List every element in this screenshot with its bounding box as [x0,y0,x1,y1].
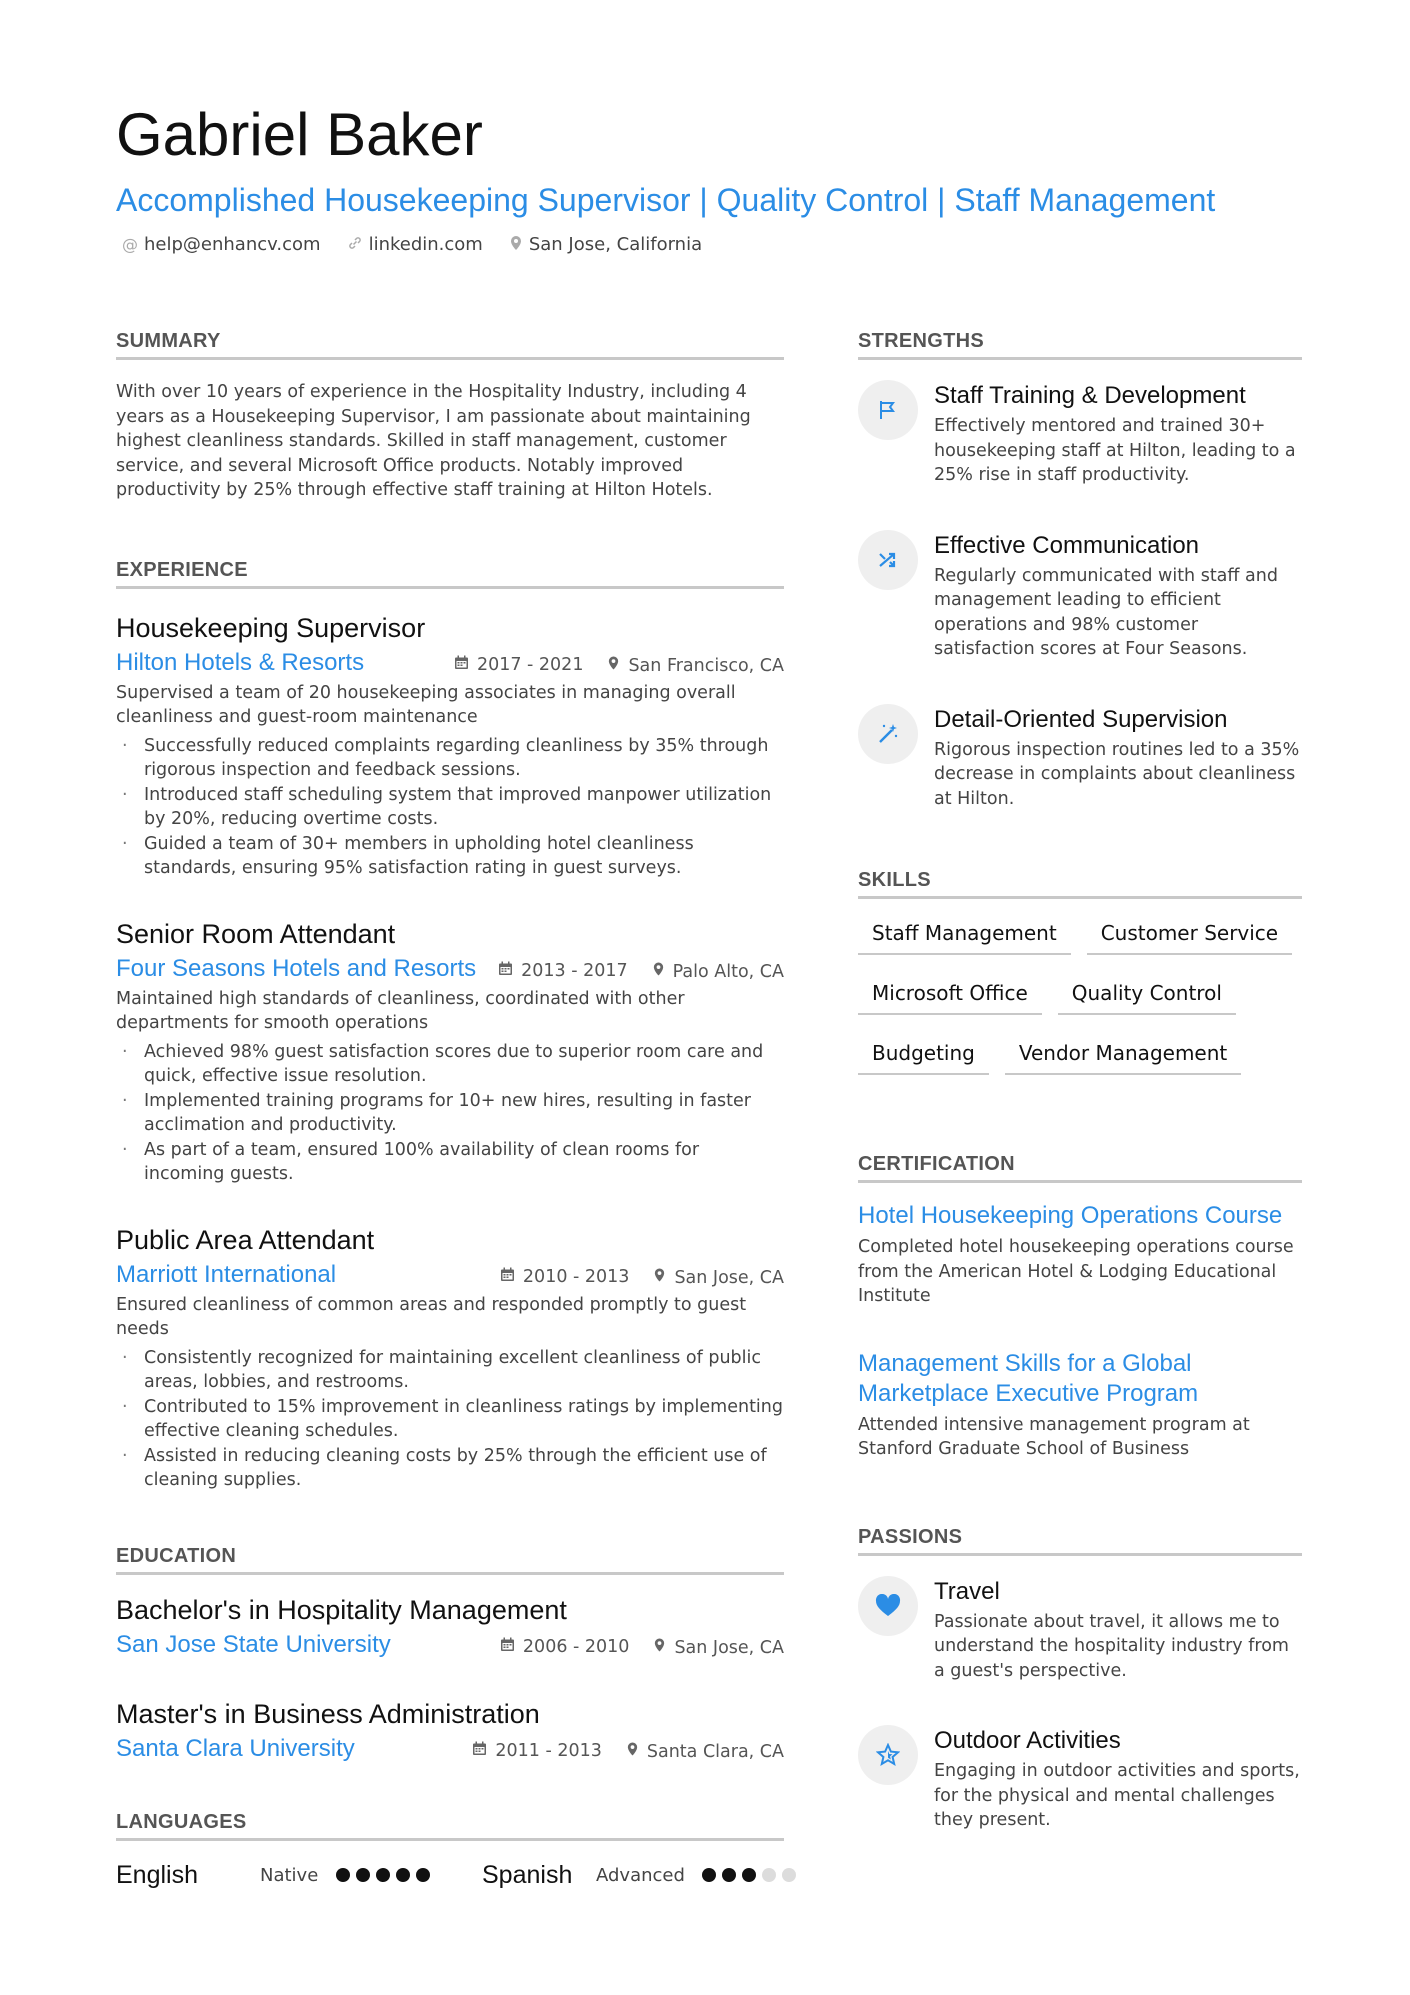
strengths-heading: STRENGTHS [858,330,1302,360]
link-icon [347,235,363,255]
candidate-title: Accomplished Housekeeping Supervisor | Quality Control | Staff Management [116,182,1216,218]
proficiency-dots [702,1868,796,1882]
passion-entry-title: Travel [934,1577,1000,1605]
date-range [500,1267,630,1288]
skills-heading: SKILLS [858,869,1302,899]
passion-entry-body [934,1576,1302,1684]
languages-list [116,1861,784,1890]
calendar-icon [454,655,469,675]
location-text: San Jose, CA [674,1267,784,1288]
strength-entry-description: Effectively mentored and trained 30+ housekeeping staff at Hilton, leading to a 25% rise in staff productivity. [934,416,1296,485]
filled-dot [336,1868,350,1882]
job-location [653,1637,784,1658]
school-line [116,1733,784,1765]
location-text: San Jose, CA [674,1637,784,1658]
proficiency-dots [336,1868,430,1882]
achievement-item: · Assisted in reducing cleaning costs by 25% through the efficient use of cleaning supplies. [116,1444,784,1493]
location-pin-icon [509,235,523,255]
date-text: 2017 - 2021 [476,654,584,675]
summary-heading: SUMMARY [116,330,784,360]
company-name[interactable]: Four Seasons Hotels and Resorts [116,954,477,982]
certification-title[interactable]: Management Skills for a Global Marketplace Executive Program [858,1349,1199,1407]
location-text: San Jose, California [528,234,703,255]
job-company-line [116,953,784,985]
experience-entry [116,611,784,881]
job-meta [454,655,784,676]
date-range [498,961,628,982]
achievement-item: · Successfully reduced complaints regarding cleanliness by 35% through rigorous inspection and feedback sessions. [116,734,784,783]
certification-description: Attended intensive management program at Stanford Graduate School of Business [858,1414,1250,1459]
filled-dot [702,1868,716,1882]
strength-entry-description: Regularly communicated with staff and management leading to efficient operations and 98% customer satisfaction scores at Four Seasons. [934,565,1278,659]
strength-entry [858,530,1302,662]
shuffle-icon [858,530,918,590]
job-meta [472,1741,784,1762]
experience-entry [116,917,784,1187]
achievement-list [116,1346,784,1493]
strength-entry-body [934,704,1302,812]
certification-title[interactable]: Hotel Housekeeping Operations Course [858,1202,1283,1229]
calendar-icon [500,1267,515,1287]
achievement-item: · Implemented training programs for 10+ new hires, resulting in faster acclimation and productivity. [116,1089,784,1138]
strength-entry-title: Effective Communication [934,531,1200,559]
skill-tag: Customer Service [1087,921,1292,955]
star-icon [858,1725,918,1785]
passion-entry [858,1725,1302,1833]
passion-entry [858,1576,1302,1684]
filled-dot [376,1868,390,1882]
certification-description: Completed hotel housekeeping operations course from the American Hotel & Lodging Educational Institute [858,1237,1294,1306]
flag-icon [858,380,918,440]
strength-entry-body [934,380,1302,488]
strength-entry-title: Staff Training & Development [934,382,1246,409]
skill-tag: Vendor Management [1005,1041,1241,1075]
job-meta [500,1267,784,1288]
contact-linkedin[interactable] [347,234,483,255]
certification-list [858,1201,1302,1462]
date-range [454,655,584,676]
date-text: 2011 - 2013 [495,1740,602,1761]
passion-entry-body [934,1725,1302,1833]
job-meta [500,1637,784,1658]
magic-wand-icon [858,704,918,764]
job-description: Maintained high standards of cleanliness, coordinated with other departments for smooth operations [116,988,685,1033]
left-column [116,330,784,1890]
language-level: Advanced [596,1864,685,1886]
date-range [500,1637,630,1658]
language-name: Spanish [482,1860,573,1889]
certification-entry [858,1349,1302,1462]
email-text: help@enhancv.com [144,234,321,255]
achievement-item: · As part of a team, ensured 100% availability of clean rooms for incoming guests. [116,1138,784,1187]
language-item [116,1861,430,1890]
location-text: Santa Clara, CA [646,1741,784,1762]
calendar-icon [472,1741,487,1761]
language-name: English [116,1860,198,1889]
achievement-item: · Contributed to 15% improvement in cleanliness ratings by implementing effective cleaning schedules. [116,1395,784,1444]
passions-list [858,1576,1302,1833]
skill-tag: Microsoft Office [858,981,1042,1015]
empty-dot [782,1868,796,1882]
achievement-list [116,734,784,881]
job-location [652,961,784,982]
calendar-icon [500,1637,515,1657]
school-name[interactable]: San Jose State University [116,1630,391,1658]
certification-heading: CERTIFICATION [858,1153,1302,1183]
education-heading: EDUCATION [116,1545,784,1575]
job-location [653,1267,784,1288]
job-description: Ensured cleanliness of common areas and responded promptly to guest needs [116,1294,747,1339]
location-pin-icon [607,656,620,676]
education-entry [116,1593,784,1661]
job-description: Supervised a team of 20 housekeeping associates in managing overall cleanliness and guest-room maintenance [116,682,736,727]
achievement-list [116,1040,784,1187]
strength-entry-title: Detail-Oriented Supervision [934,705,1228,733]
degree-title: Master's in Business Administration [116,1698,540,1729]
achievement-item: · Consistently recognized for maintaining excellent cleanliness of public areas, lobbies, and restrooms. [116,1346,784,1395]
passion-entry-description: Engaging in outdoor activities and sports, for the physical and mental challenges they present. [934,1761,1300,1830]
school-line [116,1629,784,1661]
skill-tag: Staff Management [858,921,1071,955]
date-text: 2006 - 2010 [522,1636,630,1657]
linkedin-text: linkedin.com [368,234,483,255]
skills-list [858,921,1302,1075]
education-list [116,1593,784,1765]
degree-title: Bachelor's in Hospitality Management [116,1594,567,1625]
education-entry [116,1697,784,1765]
job-title: Public Area Attendant [116,1224,375,1255]
skill-tag: Quality Control [1058,981,1236,1015]
strength-entry-description: Rigorous inspection routines led to a 35% decrease in complaints about cleanliness at Hilton. [934,739,1300,809]
contact-row [116,234,1316,255]
filled-dot [722,1868,736,1882]
filled-dot [396,1868,410,1882]
empty-dot [762,1868,776,1882]
experience-heading: EXPERIENCE [116,559,784,589]
date-text: 2010 - 2013 [522,1266,630,1287]
location-text: San Francisco, CA [628,655,784,676]
date-text: 2013 - 2017 [521,960,628,981]
candidate-name: Gabriel Baker [116,101,483,168]
company-name[interactable]: Hilton Hotels & Resorts [116,648,365,676]
experience-list [116,611,784,1493]
location-pin-icon [653,1638,666,1658]
location-text: Palo Alto, CA [672,961,784,982]
language-level: Native [260,1864,319,1886]
passion-entry-title: Outdoor Activities [934,1727,1121,1754]
contact-email[interactable] [122,234,321,255]
achievement-item: · Achieved 98% guest satisfaction scores due to superior room care and quick, effective issue resolution. [116,1040,784,1089]
summary-text: With over 10 years of experience in the Hospitality Industry, including 4 years as a Housekeeping Supervisor, I am passionate about maintaining highest cleanliness standards. Skilled in staff management, customer service, and several Microsoft Office products. Notably improved productivity by 25% through effective staff training at Hilton Hotels. [116,382,751,500]
right-column [858,330,1302,1833]
filled-dot [416,1868,430,1882]
job-location [626,1741,784,1762]
resume-header [116,100,1316,255]
language-item [482,1861,796,1890]
location-pin-icon [653,1268,666,1288]
school-name[interactable]: Santa Clara University [116,1734,355,1762]
job-location [607,655,784,676]
strength-entry [858,704,1302,812]
job-title: Senior Room Attendant [116,918,396,949]
filled-dot [356,1868,370,1882]
job-company-line [116,1259,784,1291]
strengths-list [858,380,1302,811]
at-icon: @ [122,235,138,254]
skill-tag: Budgeting [858,1041,989,1075]
filled-dot [742,1868,756,1882]
languages-heading: LANGUAGES [116,1811,784,1841]
job-company-line [116,647,784,679]
contact-location [509,234,702,255]
passion-entry-description: Passionate about travel, it allows me to understand the hospitality industry from a guest's perspective. [934,1611,1289,1681]
achievement-item: · Introduced staff scheduling system that improved manpower utilization by 20%, reducing overtime costs. [116,783,784,832]
location-pin-icon [652,962,665,982]
heart-icon [858,1576,918,1636]
job-meta [498,961,784,982]
date-range [472,1741,602,1762]
strength-entry-body [934,530,1302,662]
achievement-item: · Guided a team of 30+ members in upholding hotel cleanliness standards, ensuring 95% satisfaction rating in guest surveys. [116,832,784,881]
company-name[interactable]: Marriott International [116,1260,337,1288]
strength-entry [858,380,1302,488]
job-title: Housekeeping Supervisor [116,612,426,643]
location-pin-icon [626,1742,639,1762]
passions-heading: PASSIONS [858,1526,1302,1556]
calendar-icon [498,961,513,981]
certification-entry [858,1201,1302,1309]
experience-entry [116,1223,784,1493]
